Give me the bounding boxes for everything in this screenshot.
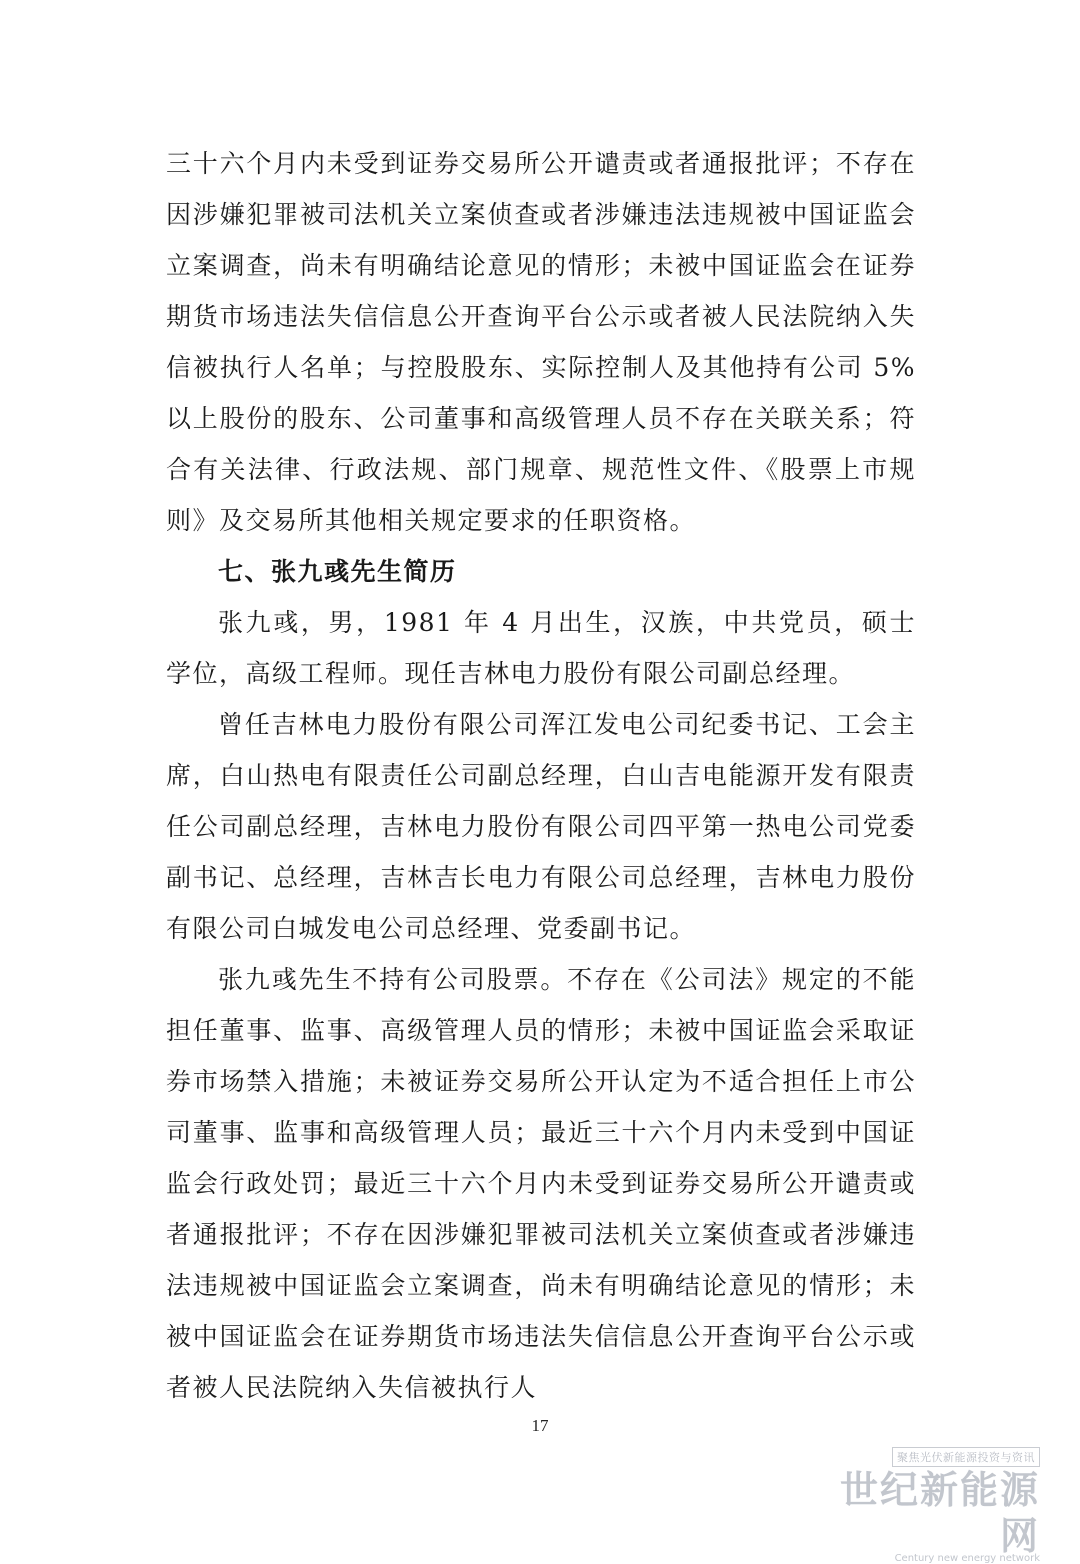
watermark-logo — [840, 1446, 1040, 1564]
watermark-english: Century new energy network — [894, 1553, 1040, 1564]
profile-paragraph-basic: 张九彧，男，1981 年 4 月出生，汉族，中共党员，硕士学位，高级工程师。现任吉林电力股份有限公司副总经理。 — [166, 608, 916, 688]
watermark-tagline: 聚焦光伏新能源投资与资讯 — [892, 1447, 1040, 1467]
document-body — [166, 138, 916, 1413]
watermark-title: 世纪新能源网 — [840, 1467, 1041, 1558]
page-number: 17 — [531, 1416, 549, 1435]
continued-paragraph: 三十六个月内未受到证券交易所公开谴责或者通报批评；不存在因涉嫌犯罪被司法机关立案侦查或者涉嫌违法违规被中国证监会立案调查，尚未有明确结论意见的情形；未被中国证监会在证券期货市场违法失信信息公开查询平台公示或者被人民法院纳入失信被执行人名单；与控股股东、实际控制人及其他持有公司 5%以上股份的股东、公司董事和高级管理人员不存在关联关系；符合有关法律、行政法规、部门规章、规范性文件、《股票上市规则》及交易所其他相关规定要求的任职资格。 — [166, 149, 916, 535]
profile-paragraph-compliance: 张九彧先生不持有公司股票。不存在《公司法》规定的不能担任董事、监事、高级管理人员的情形；未被中国证监会采取证券市场禁入措施；未被证券交易所公开认定为不适合担任上市公司董事、监事和高级管理人员；最近三十六个月内未受到中国证监会行政处罚；最近三十六个月内未受到证券交易所公开谴责或者通报批评；不存在因涉嫌犯罪被司法机关立案侦查或者涉嫌违法违规被中国证监会立案调查，尚未有明确结论意见的情形；未被中国证监会在证券期货市场违法失信信息公开查询平台公示或者被人民法院纳入失信被执行人 — [166, 965, 916, 1402]
profile-paragraph-history: 曾任吉林电力股份有限公司浑江发电公司纪委书记、工会主席，白山热电有限责任公司副总经理，白山吉电能源开发有限责任公司副总经理，吉林电力股份有限公司四平第一热电公司党委副书记、总经理，吉林吉长电力有限公司总经理，吉林电力股份有限公司白城发电公司总经理、党委副书记。 — [166, 710, 916, 943]
section-heading: 七、张九彧先生简历 — [218, 557, 457, 586]
